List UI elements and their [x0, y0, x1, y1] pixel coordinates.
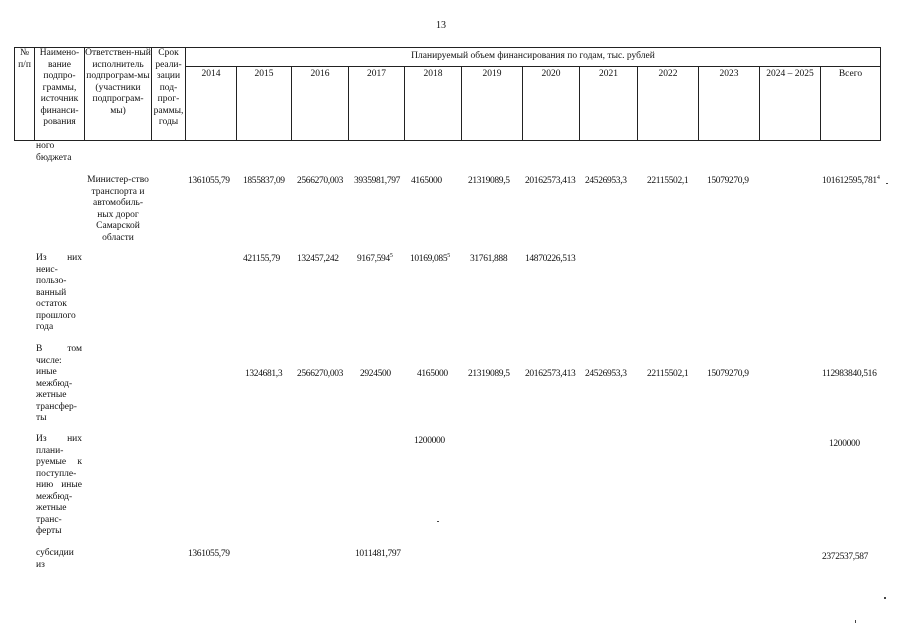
ministry-2017: 3935981,797 [354, 176, 401, 186]
subsidies-total: 2372537,587 [822, 552, 869, 562]
unused-label: Из них неис-пользо-ванный остаток прошлого года [36, 253, 82, 332]
header-year-2018: 2018 [423, 69, 443, 79]
ministry-2015: 1855837,09 [243, 176, 285, 186]
subsidies-label: субсидии из [36, 548, 74, 570]
header-num: № п/п [18, 48, 31, 70]
ministry-2021: 24526953,3 [585, 176, 627, 186]
transfers-label: В том числе: иные межбюд-жетные трансфер-ты [36, 344, 82, 423]
transfers-2018: 4165000 [417, 369, 448, 379]
scan-speck [886, 183, 888, 184]
unused-2019: 31761,888 [470, 254, 508, 264]
header-total: Всего [838, 69, 863, 79]
transfers-2016: 2566270,003 [297, 369, 344, 379]
subsidies-2017: 1011481,797 [355, 549, 401, 559]
header-term: Срок реали-зации под-прог-раммы, годы [153, 48, 184, 127]
header-year-2020: 2020 [541, 69, 561, 79]
scan-speck [884, 597, 886, 599]
header-year-2024-2025: 2024 – 2025 [766, 69, 814, 79]
subsidies-2014: 1361055,79 [188, 549, 230, 559]
transfers-2019: 21319089,5 [468, 369, 510, 379]
scan-speck [437, 521, 439, 522]
unused-2018-footnote: 5 [447, 252, 450, 259]
header-year-2021: 2021 [599, 69, 618, 79]
unused-2018 [410, 254, 450, 266]
page-number: 13 [436, 20, 446, 31]
unused-2017 [357, 254, 392, 266]
unused-2016: 132457,242 [297, 254, 339, 264]
ministry-total-value: 101612595,781 [822, 176, 877, 186]
unused-2017-value: 9167,594 [357, 254, 390, 264]
header-rule-funding [185, 66, 881, 67]
transfers-2022: 22115502,1 [647, 369, 689, 379]
ministry-2023: 15079270,9 [707, 176, 749, 186]
unused-2017-footnote: 5 [389, 252, 393, 259]
transfers-2020: 20162573,413 [525, 369, 576, 379]
continuation-text: ного бюджета [36, 141, 72, 163]
unused-2018-value: 10169,085 [410, 254, 448, 264]
header-year-2014: 2014 [201, 69, 221, 79]
transfers-2023: 15079270,9 [707, 369, 749, 379]
planned-2018: 1200000 [414, 436, 445, 446]
header-year-2015: 2015 [254, 69, 274, 79]
header-vline [759, 66, 760, 141]
transfers-2021: 24526953,3 [585, 369, 627, 379]
header-funding-title: Планируемый объем финансирования по годам, тыс. рублей [411, 51, 655, 61]
planned-total: 1200000 [829, 439, 860, 449]
unused-2015: 421155,79 [243, 254, 280, 264]
ministry-2019: 21319089,5 [468, 176, 510, 186]
header-year-2019: 2019 [482, 69, 502, 79]
header-responsible: Ответствен-ный исполнитель подпрограм-мы (участники подпрограм-мы) [85, 48, 151, 116]
header-rule-bottom [14, 140, 881, 141]
unused-2020: 14870226,513 [525, 254, 576, 264]
transfers-total: 112983840,516 [822, 369, 877, 379]
table-header [14, 47, 881, 141]
ministry-total-footnote: 4 [876, 174, 880, 181]
header-name: Наимено-вание подпро-граммы, источник финанси-рования [39, 48, 80, 127]
ministry-total [822, 176, 879, 188]
ministry-2016: 2566270,003 [297, 176, 344, 186]
header-vline [34, 47, 35, 141]
header-vline [880, 47, 881, 141]
header-year-2023: 2023 [719, 69, 739, 79]
header-year-2016: 2016 [310, 69, 330, 79]
ministry-label: Министер-ство транспорта и автомобиль-ных дорог Самарской области [87, 175, 149, 243]
planned-label: Из них плани-руемые к поступле-нию иные межбюд-жетные транс-ферты [36, 434, 82, 536]
scan-speck [855, 620, 856, 623]
ministry-2022: 22115502,1 [647, 176, 689, 186]
header-year-2017: 2017 [367, 69, 386, 79]
ministry-2020: 20162573,413 [525, 176, 576, 186]
ministry-2018: 4165000 [411, 176, 442, 186]
transfers-2017: 2924500 [360, 369, 391, 379]
transfers-2015: 1324681,3 [245, 369, 283, 379]
ministry-2014: 1361055,79 [188, 176, 230, 186]
header-year-2022: 2022 [658, 69, 678, 79]
